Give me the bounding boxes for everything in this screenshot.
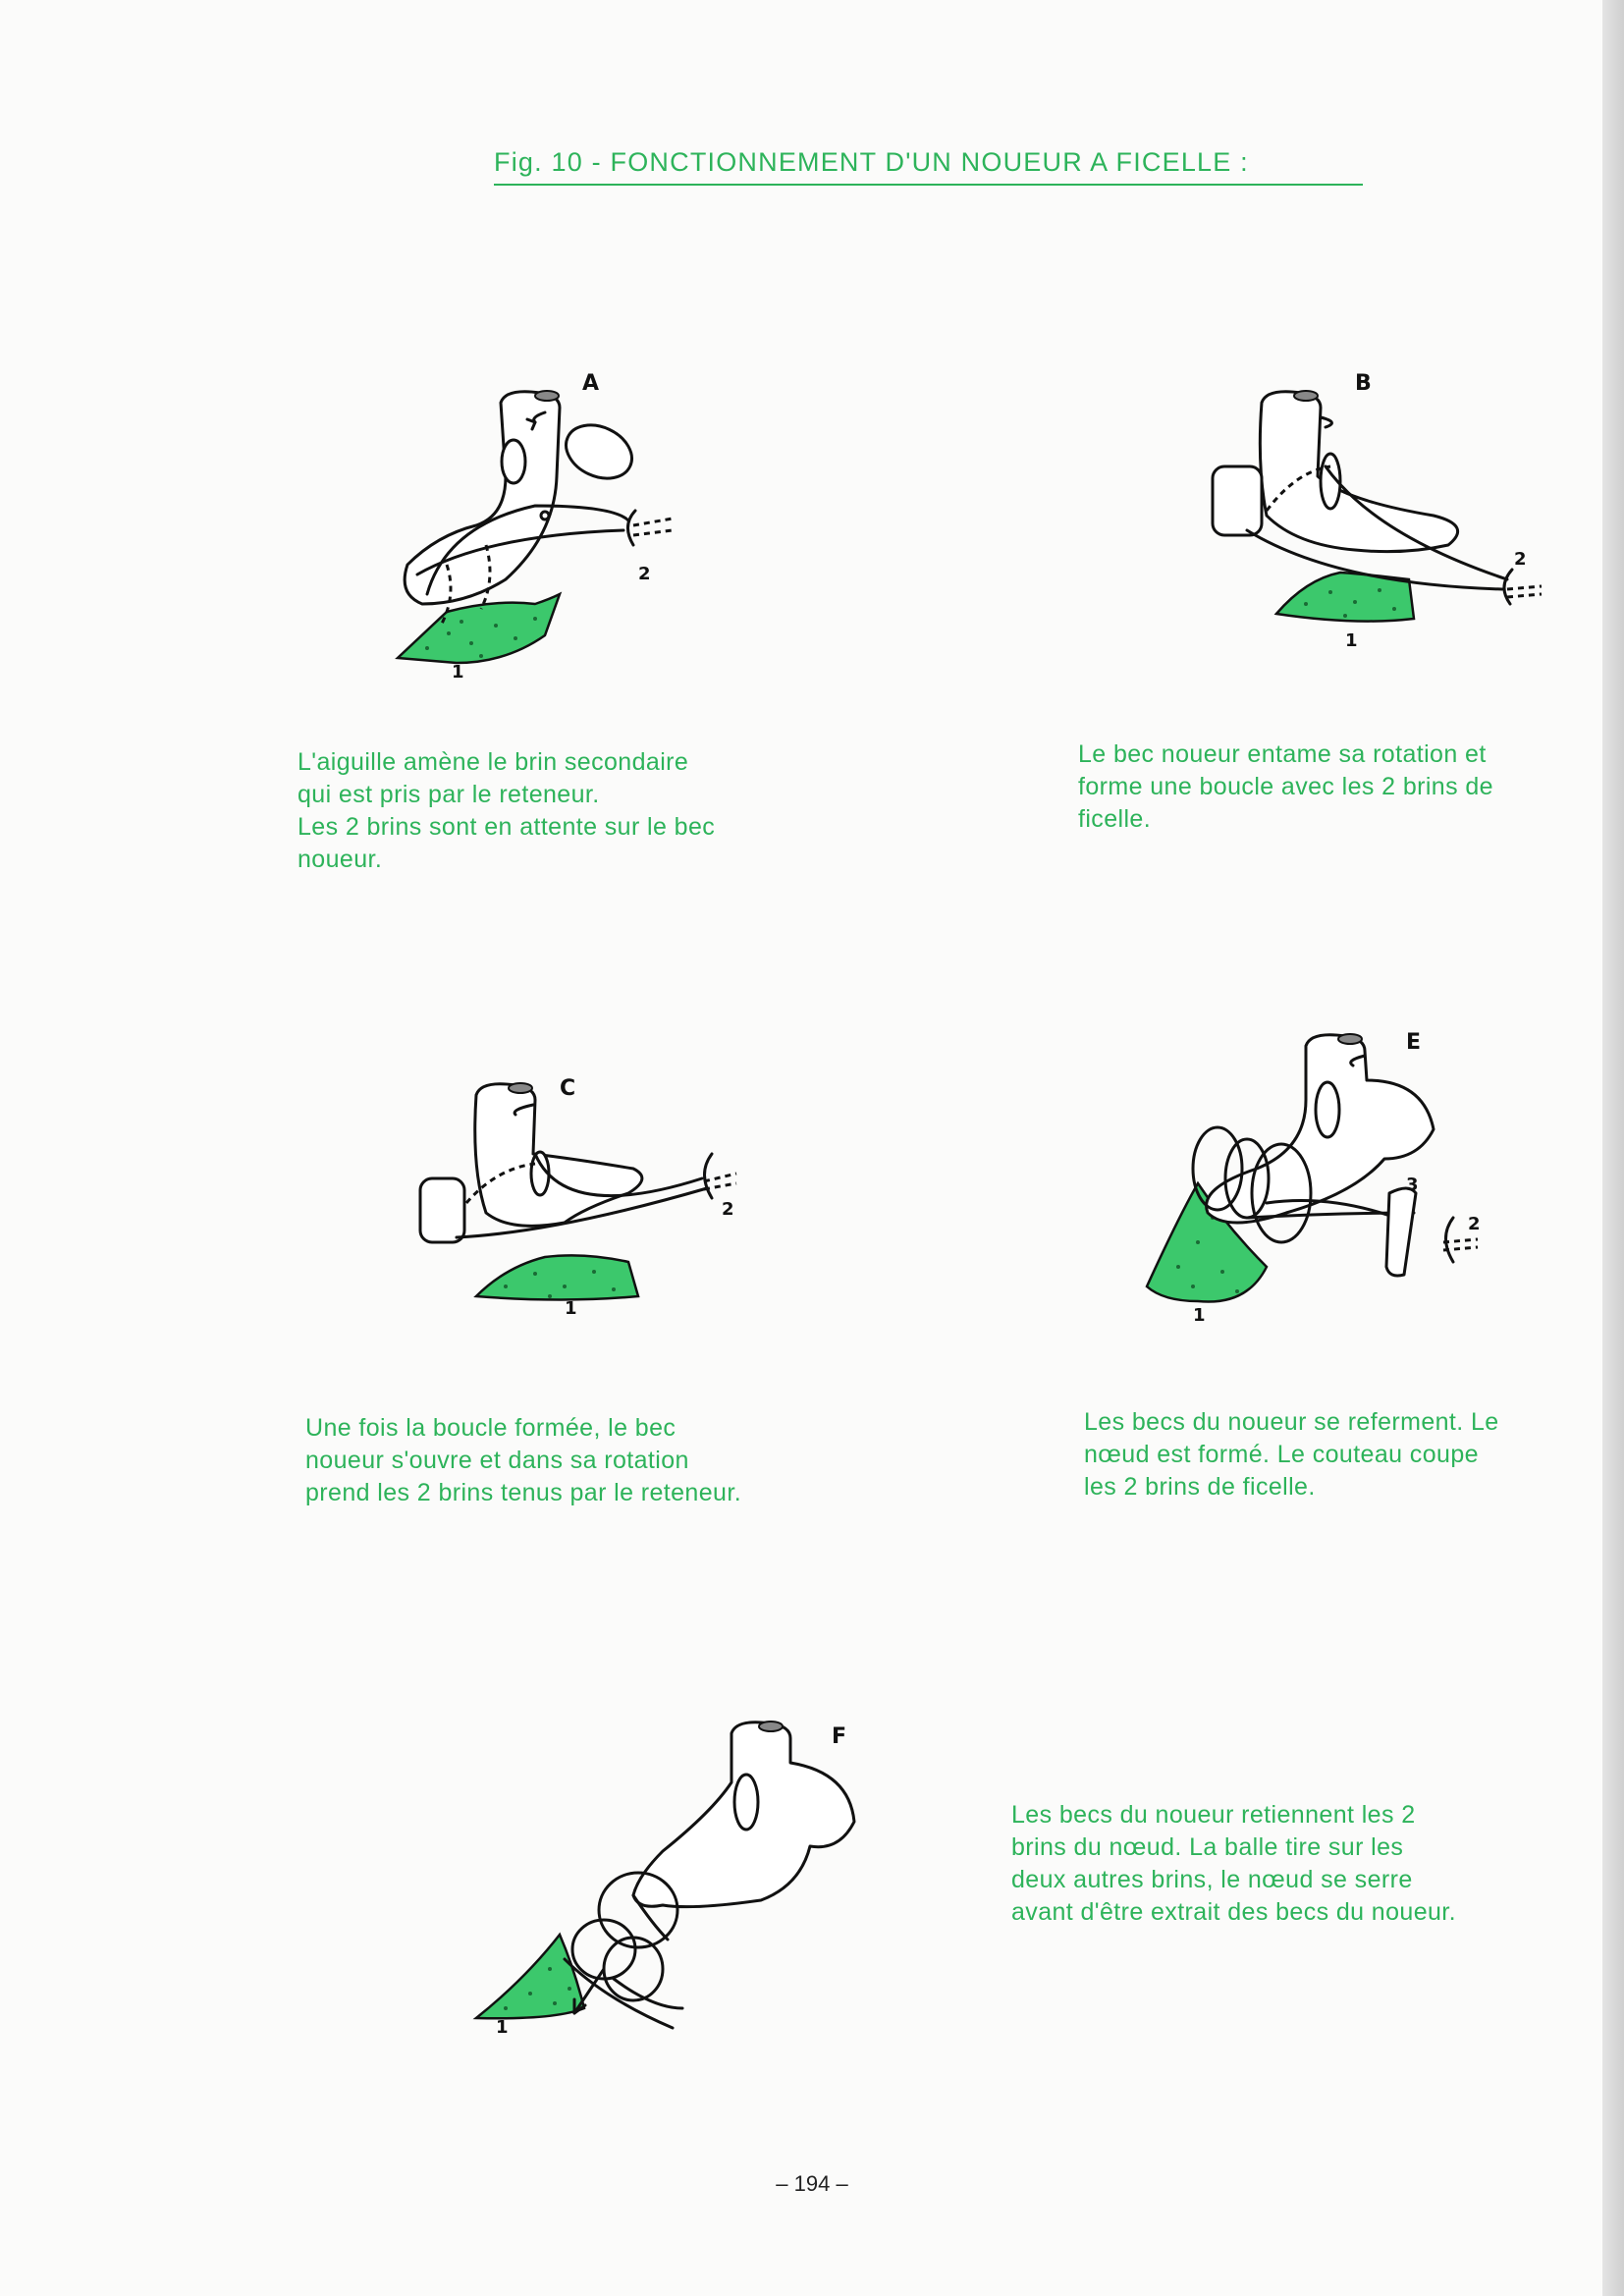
knotter-hole-f xyxy=(734,1775,758,1830)
page-number: – 194 – xyxy=(776,2171,848,2196)
label-e: E xyxy=(1406,1030,1422,1055)
caption-c-line-3: prend les 2 brins tenus par le reteneur. xyxy=(305,1479,742,1506)
label-a: A xyxy=(582,371,600,396)
bale-c xyxy=(476,1255,638,1299)
knotter-arm-b xyxy=(1260,392,1457,552)
knotter-figure-a xyxy=(388,368,722,683)
knotter-arm-a xyxy=(405,392,560,604)
knotter-arm-c xyxy=(475,1084,642,1227)
caption-e-line-3: les 2 brins de ficelle. xyxy=(1084,1473,1316,1501)
shaft-top-f xyxy=(759,1722,783,1731)
knife-e xyxy=(1386,1188,1416,1276)
shaft-top-c xyxy=(509,1083,532,1093)
rotation-arrow-b xyxy=(1321,417,1331,427)
caption-c-line-1: Une fois la boucle formée, le bec xyxy=(305,1414,677,1442)
caption-a xyxy=(298,746,790,876)
part-twine-a: 2 xyxy=(638,564,651,584)
caption-f xyxy=(1011,1799,1512,1929)
knotter-hole-a xyxy=(502,440,525,483)
page-edge-shadow xyxy=(1602,0,1624,2296)
shaft-top-e xyxy=(1338,1034,1362,1044)
part-knife-e: 3 xyxy=(1406,1175,1419,1195)
label-c: C xyxy=(560,1076,576,1101)
part-bale-f: 1 xyxy=(496,2017,509,2038)
shaft-top-a xyxy=(535,391,559,401)
caption-c xyxy=(305,1412,800,1509)
caption-c-line-2: noueur s'ouvre et dans sa rotation xyxy=(305,1447,689,1474)
label-b: B xyxy=(1355,371,1372,396)
caption-f-line-1: Les becs du noueur retiennent les 2 xyxy=(1011,1801,1416,1829)
part-twine-b: 2 xyxy=(1514,549,1527,570)
caption-e xyxy=(1084,1406,1573,1503)
part-bale-e: 1 xyxy=(1193,1305,1206,1326)
caption-e-line-2: nœud est formé. Le couteau coupe xyxy=(1084,1441,1479,1468)
caption-a-line-1: L'aiguille amène le brin secondaire xyxy=(298,748,689,776)
label-f: F xyxy=(832,1724,847,1749)
part-twine-c: 2 xyxy=(722,1199,734,1220)
caption-b-line-3: ficelle. xyxy=(1078,805,1152,833)
caption-a-line-4: noueur. xyxy=(298,846,383,873)
caption-e-line-1: Les becs du noueur se referment. Le xyxy=(1084,1408,1499,1436)
part-bale-a: 1 xyxy=(452,662,464,683)
caption-b-line-2: forme une boucle avec les 2 brins de xyxy=(1078,773,1493,800)
caption-b xyxy=(1078,738,1569,836)
knotter-figure-e xyxy=(1139,1021,1512,1336)
caption-f-line-2: brins du nœud. La balle tire sur les xyxy=(1011,1833,1404,1861)
knotter-disc-c xyxy=(420,1178,464,1242)
caption-a-line-2: qui est pris par le reteneur. xyxy=(298,781,600,808)
part-bale-b: 1 xyxy=(1345,630,1358,651)
knotter-figure-c xyxy=(417,1075,751,1336)
knotter-figure-b xyxy=(1208,368,1546,653)
knotter-hole-e xyxy=(1316,1082,1339,1137)
caption-a-line-3: Les 2 brins sont en attente sur le bec xyxy=(298,813,716,841)
shaft-top-b xyxy=(1294,391,1318,401)
caption-b-line-1: Le bec noueur entame sa rotation et xyxy=(1078,740,1487,768)
knotter-figure-f xyxy=(466,1714,869,2048)
part-bale-c: 1 xyxy=(565,1298,577,1319)
bale-f xyxy=(476,1935,584,2018)
knotter-disc-b xyxy=(1213,466,1262,535)
caption-f-line-3: deux autres brins, le nœud se serre xyxy=(1011,1866,1413,1893)
part-twine-e: 2 xyxy=(1468,1214,1481,1234)
figure-title: Fig. 10 - FONCTIONNEMENT D'UN NOUEUR A FICELLE : xyxy=(494,147,1363,186)
knotter-disc-a xyxy=(558,415,641,489)
caption-f-line-4: avant d'être extrait des becs du noueur. xyxy=(1011,1898,1456,1926)
